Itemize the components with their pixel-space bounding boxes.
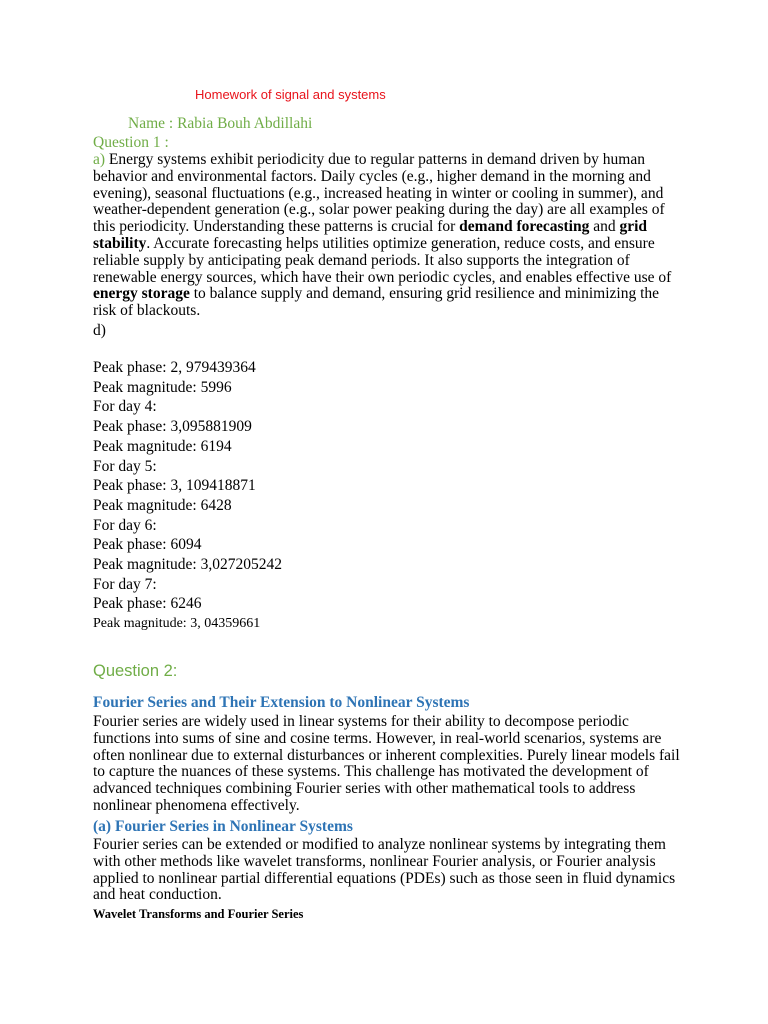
homework-title: Homework of signal and systems (195, 87, 386, 102)
peak-line: Peak phase: 3,095881909 (93, 418, 252, 436)
day-label: For day 5: (93, 457, 157, 475)
student-name-line: Name : Rabia Bouh Abdillahi (128, 115, 313, 132)
peak-line: Peak phase: 6246 (93, 595, 202, 613)
bold-energy-storage: energy storage (93, 285, 190, 303)
question-2-label: Question 2: (93, 662, 178, 680)
fourier-series-paragraph: Fourier series are widely used in linear systems for their ability to decompose periodic functions into sums of sine and cosine terms. However, in real-world scenarios, systems are often nonlinear due to external disturbances or inherent complexities. Purely linear models fail to capture the nuances of these systems. This challenge has motivated the development of advanced techniques combining Fourier series with other mathematical tools to address nonlinear phenomena effectively. (93, 713, 680, 814)
subheading-wavelet: Wavelet Transforms and Fourier Series (93, 907, 304, 921)
peak-line: Peak phase: 2, 979439364 (93, 359, 256, 376)
peak-line: Peak phase: 3, 109418871 (93, 477, 256, 495)
question-1a-paragraph (93, 152, 683, 320)
peak-line: Peak magnitude: 3, 04359661 (93, 616, 261, 632)
part-d-label: d) (93, 322, 106, 339)
nonlinear-systems-paragraph: Fourier series can be extended or modified to analyze nonlinear systems by integrating them with other methods like wavelet transforms, nonlinear Fourier analysis, or Fourier analysis applied to nonlinear partial differential equations (PDEs) such as those seen in fluid dynamics and heat conduction. (93, 836, 676, 904)
day-label: For day 7: (93, 575, 157, 593)
bold-demand-forecasting: demand forecasting (459, 218, 590, 236)
peak-line: Peak magnitude: 5996 (93, 378, 232, 396)
peak-line: Peak phase: 6094 (93, 536, 202, 554)
bold-grid-stability: grid stability (93, 218, 648, 252)
day-label: For day 6: (93, 516, 157, 534)
part-a-text-3: . Accurate forecasting helps utilities optimize generation, reduce costs, and ensure reliable supply by anticipating peak demand periods. It also supports the integration of renewable energy sources, which have their own periodic cycles, and enables effective use of (93, 234, 672, 286)
part-a-marker: a) (93, 151, 106, 168)
heading-fourier-nonlinear: (a) Fourier Series in Nonlinear Systems (93, 818, 353, 835)
part-a-text-2: and (589, 218, 620, 236)
day-label: For day 4: (93, 398, 157, 416)
peak-line: Peak magnitude: 6428 (93, 496, 232, 514)
part-a-text-1: Energy systems exhibit periodicity due to regular patterns in demand driven by human behavior and environmental factors. Daily cycles (e.g., higher demand in the morning and evening), seasonal fluctuations (e.g., increased heating in winter or cooling in summer), and weather-dependent generation (e.g., solar power peaking during the day) are all examples of this periodicity. Understanding these patterns is crucial for (93, 151, 665, 236)
heading-fourier-series: Fourier Series and Their Extension to Nonlinear Systems (93, 694, 470, 711)
peak-results-list (93, 358, 282, 634)
peak-line: Peak magnitude: 3,027205242 (93, 556, 282, 574)
peak-line: Peak magnitude: 6194 (93, 437, 232, 455)
part-a-text-4: to balance supply and demand, ensuring grid resilience and minimizing the risk of blackouts. (93, 285, 660, 320)
question-1-label: Question 1 : (93, 134, 169, 151)
